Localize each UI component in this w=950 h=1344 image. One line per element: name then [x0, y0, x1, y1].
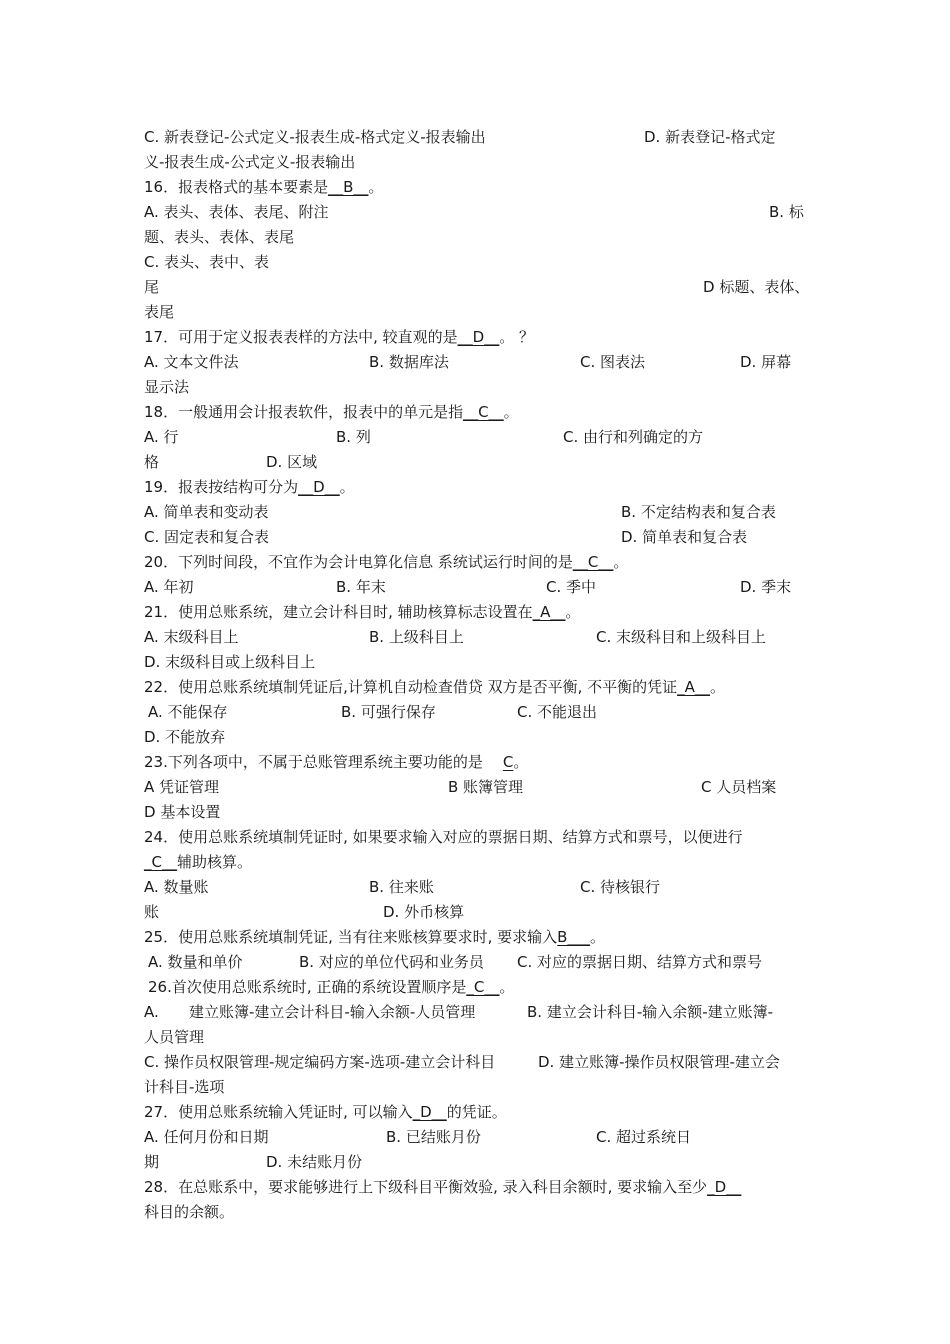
q21-answer: _A__	[532, 603, 566, 621]
q18-option-c: C. 由行和列确定的方	[563, 428, 704, 446]
q18-option-a: A. 行	[144, 428, 179, 446]
q17-option-a: A. 文本文件法	[144, 353, 239, 371]
q27-stem: 27．使用总账系统输入凭证时, 可以输入_D__的凭证。	[144, 1103, 507, 1121]
q20-option-c: C. 季中	[546, 578, 597, 596]
q20-option-d: D. 季末	[740, 578, 792, 596]
q22-option-c: C. 不能退出	[517, 703, 598, 721]
q21-option-b: B. 上级科目上	[369, 628, 464, 646]
q28-answer: _D__	[707, 1178, 742, 1196]
q17-option-c: C. 图表法	[580, 353, 646, 371]
q24-option-c: C. 待核银行	[580, 878, 661, 896]
q17-answer: __D__	[457, 328, 500, 346]
q27-option-c: C. 超过系统日	[596, 1128, 692, 1146]
q15-option-d: D. 新表登记-格式定	[644, 128, 776, 146]
q16-answer: __B__	[328, 178, 369, 196]
q16-option-d-cont: 表尾	[144, 303, 175, 321]
q22-option-b: B. 可强行保存	[341, 703, 436, 721]
q26-answer: _C__	[466, 978, 500, 996]
q17-option-d: D. 屏幕	[740, 353, 792, 371]
q23-option-c: C 人员档案	[701, 778, 777, 796]
q23-option-a: A 凭证管理	[144, 778, 220, 796]
q28-stem: 28．在总账系中，要求能够进行上下级科目平衡效验, 录入科目余额时, 要求输入至少_D__	[144, 1178, 742, 1196]
q17-option-b: B. 数据库法	[369, 353, 449, 371]
q26-option-d-cont: 计科目-选项	[144, 1078, 225, 1096]
q19-option-a: A. 简单表和变动表	[144, 503, 269, 521]
q16-option-b: B. 标	[769, 203, 804, 221]
q19-option-c: C. 固定表和复合表	[144, 528, 270, 546]
q26-option-d: D. 建立账簿-操作员权限管理-建立会	[538, 1053, 780, 1071]
q19-stem: 19．报表按结构可分为__D__。	[144, 478, 355, 496]
q18-option-c-cont: 格	[144, 453, 160, 471]
q24-option-d: D. 外币核算	[383, 903, 465, 921]
q27-option-d: D. 未结账月份	[266, 1153, 363, 1171]
q17-option-d-cont: 显示法	[144, 378, 190, 396]
q22-option-a: A. 不能保存	[148, 703, 228, 721]
q26-option-b: B. 建立会计科目-输入余额-建立账簿-	[527, 1003, 774, 1021]
q27-option-a: A. 任何月份和日期	[144, 1128, 269, 1146]
q16-stem: 16．报表格式的基本要素是__B__。	[144, 178, 384, 196]
q24-option-c-cont: 账	[144, 903, 160, 921]
q20-option-b: B. 年末	[336, 578, 386, 596]
q26-stem: 26.首次使用总账系统时, 正确的系统设置顺序是_C__。	[148, 978, 515, 996]
q25-option-b: B. 对应的单位代码和业务员	[299, 953, 484, 971]
q23-option-b: B 账簿管理	[448, 778, 524, 796]
q19-answer: __D__	[298, 478, 340, 496]
q25-option-c: C. 对应的票据日期、结算方式和票号	[517, 953, 763, 971]
q20-answer: __C__	[572, 553, 614, 571]
q16-option-d: D 标题、表体、	[703, 278, 810, 296]
q23-stem: 23.下列各项中，不属于总账管理系统主要功能的是 C。	[144, 753, 529, 771]
q21-stem: 21．使用总账系统，建立会计科目时, 辅助核算标志设置在_A__。	[144, 603, 581, 621]
q16-option-c-cont: 尾	[144, 278, 160, 296]
q17-stem: 17．可用于定义报表表样的方法中, 较直观的是__D__。 ？	[144, 328, 534, 346]
q19-option-b: B. 不定结构表和复合表	[621, 503, 776, 521]
q22-answer: _A__	[677, 678, 710, 696]
q24-option-a: A. 数量账	[144, 878, 209, 896]
q21-option-c: C. 末级科目和上级科目上	[596, 628, 767, 646]
q27-answer: _D__	[412, 1103, 447, 1121]
q26-option-b-cont: 人员管理	[144, 1028, 205, 1046]
q27-option-c-cont: 期	[144, 1153, 160, 1171]
q18-option-d: D. 区域	[266, 453, 318, 471]
q20-stem: 20．下列时间段，不宜作为会计电算化信息 系统试运行时间的是__C__。	[144, 553, 629, 571]
q26-option-a-label: A.	[144, 1003, 159, 1021]
q26-option-a: 建立账簿-建立会计科目-输入余额-人员管理	[189, 1003, 476, 1021]
q22-stem: 22．使用总账系统填制凭证后,计算机自动检查借贷 双方是否平衡, 不平衡的凭证_A__。	[144, 678, 725, 696]
q26-option-c: C. 操作员权限管理-规定编码方案-选项-建立会计科目	[144, 1053, 496, 1071]
q27-option-b: B. 已结账月份	[386, 1128, 481, 1146]
q25-stem: 25．使用总账系统填制凭证, 当有往来账核算要求时, 要求输入B___。	[144, 928, 605, 946]
q24-option-b: B. 往来账	[369, 878, 434, 896]
q23-option-d: D 基本设置	[144, 803, 221, 821]
q18-stem: 18．一般通用会计报表软件，报表中的单元是指__C__。	[144, 403, 519, 421]
q28-stem-cont: 科目的余额。	[144, 1203, 235, 1221]
q15-option-c: C. 新表登记-公式定义-报表生成-格式定义-报表输出	[144, 128, 486, 146]
q16-option-c: C. 表头、表中、表	[144, 253, 270, 271]
q16-option-b-cont: 题、表头、表体、表尾	[144, 228, 295, 246]
q16-option-a: A. 表头、表体、表尾、附注	[144, 203, 329, 221]
q18-option-b: B. 列	[336, 428, 371, 446]
q24-stem-cont: _C__辅助核算。	[144, 853, 252, 871]
q23-answer: C	[502, 753, 514, 771]
q21-option-d: D. 末级科目或上级科目上	[144, 653, 316, 671]
q18-answer: __C__	[463, 403, 504, 421]
q24-answer: _C__	[144, 853, 177, 871]
q20-option-a: A. 年初	[144, 578, 194, 596]
q25-option-a: A. 数量和单价	[148, 953, 243, 971]
q15-option-d-cont: 义-报表生成-公式定义-报表输出	[144, 153, 356, 171]
q19-option-d: D. 简单表和复合表	[621, 528, 748, 546]
q25-answer: B___	[557, 928, 590, 946]
q21-option-a: A. 末级科目上	[144, 628, 239, 646]
q22-option-d: D. 不能放弃	[144, 728, 226, 746]
q24-stem: 24．使用总账系统填制凭证时, 如果要求输入对应的票据日期、结算方式和票号，以便进行	[144, 828, 743, 846]
